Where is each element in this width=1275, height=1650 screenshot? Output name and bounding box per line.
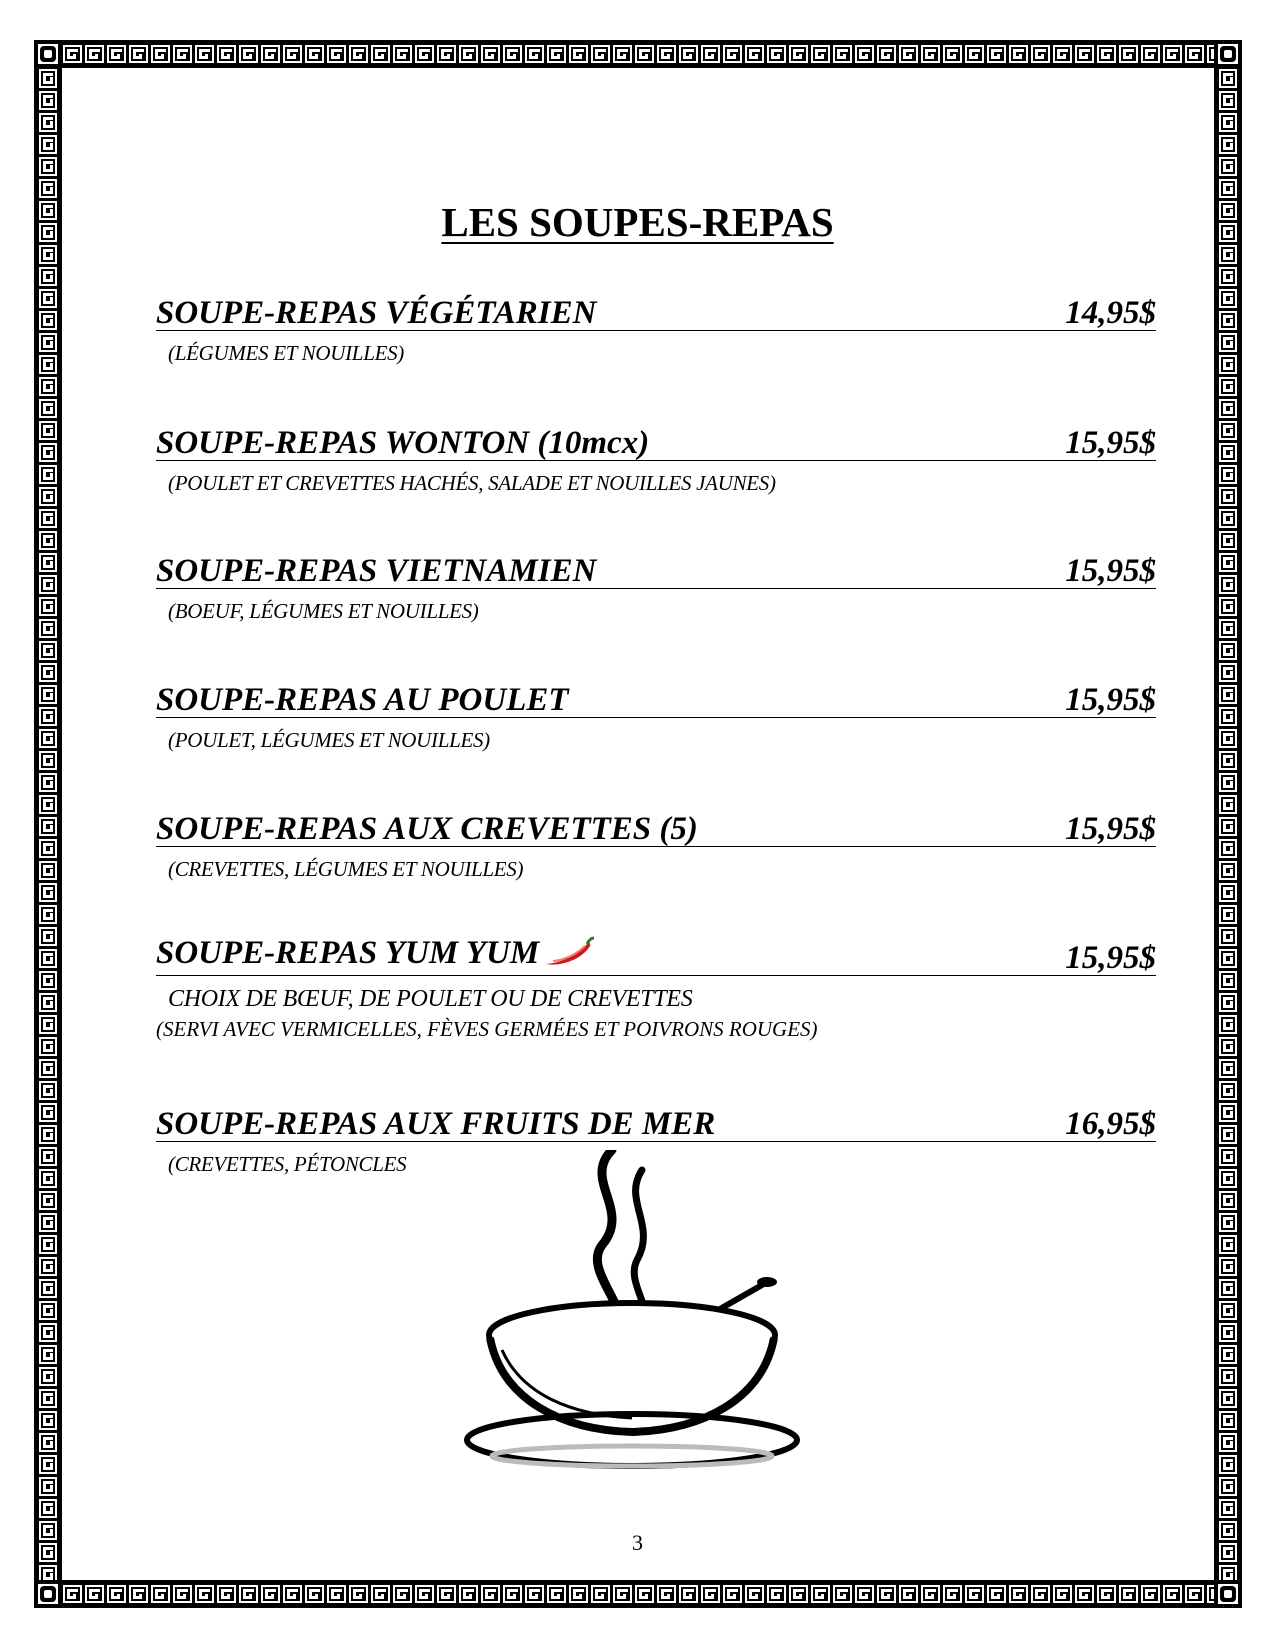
corner-ornament-icon (1218, 44, 1238, 64)
menu-item-description-detail: (SERVI AVEC VERMICELLES, FÈVES GERMÉES ET POIVRONS ROUGES) (156, 1017, 818, 1041)
menu-item-name: SOUPE-REPAS AUX FRUITS DE MER (156, 1106, 716, 1142)
menu-item-line (156, 677, 1156, 718)
border-right (1218, 68, 1238, 1580)
menu-item-price: 15,95$ (1065, 811, 1156, 847)
menu-item-line (156, 935, 1156, 976)
menu-item (156, 548, 1156, 624)
border-bottom (62, 1584, 1214, 1604)
menu-item-name (156, 934, 595, 977)
menu-item (156, 806, 1156, 882)
menu-item-description: (LÉGUMES ET NOUILLES) (168, 341, 404, 365)
menu-item-price: 15,95$ (1065, 682, 1156, 718)
menu-item-name: SOUPE-REPAS VÉGÉTARIEN (156, 295, 597, 331)
menu-item-name: SOUPE-REPAS WONTON (10mcx) (156, 425, 650, 461)
page-title: LES SOUPES-REPAS (441, 199, 834, 245)
soup-bowl-illustration (462, 1150, 812, 1470)
menu-item (156, 935, 1156, 1042)
menu-item-line (156, 290, 1156, 331)
menu-item-price: 15,95$ (1065, 940, 1156, 976)
menu-item-line (156, 548, 1156, 589)
menu-item-description: (POULET ET CREVETTES HACHÉS, SALADE ET NOUILLES JAUNES) (168, 471, 776, 495)
menu-item-name-text: SOUPE-REPAS YUM YUM (156, 935, 540, 972)
menu-item-price: 15,95$ (1065, 425, 1156, 461)
corner-ornament-icon (38, 1584, 58, 1604)
corner-ornament-icon (38, 44, 58, 64)
menu-item-price: 16,95$ (1065, 1106, 1156, 1142)
menu-item (156, 420, 1156, 496)
menu-item-price: 15,95$ (1065, 553, 1156, 589)
menu-item-line (156, 806, 1156, 847)
chili-pepper-icon (543, 934, 595, 977)
menu-item-price: 14,95$ (1065, 295, 1156, 331)
menu-item-name: SOUPE-REPAS AU POULET (156, 682, 569, 718)
menu-item-name: SOUPE-REPAS VIETNAMIEN (156, 553, 597, 589)
page-number: 3 (632, 1530, 643, 1555)
menu-item-description: (CREVETTES, LÉGUMES ET NOUILLES) (168, 857, 524, 881)
menu-item (156, 677, 1156, 753)
menu-item (156, 290, 1156, 366)
border-top (62, 44, 1214, 64)
menu-item-line (156, 1101, 1156, 1142)
border-left (38, 68, 58, 1580)
menu-item-description: CHOIX DE BŒUF, DE POULET OU DE CREVETTES (168, 986, 693, 1012)
menu-item-line (156, 420, 1156, 461)
menu-item-name: SOUPE-REPAS AUX CREVETTES (5) (156, 811, 698, 847)
menu-item-description: (POULET, LÉGUMES ET NOUILLES) (168, 728, 490, 752)
menu-item-description: (CREVETTES, PÉTONCLES (168, 1152, 407, 1176)
corner-ornament-icon (1218, 1584, 1238, 1604)
menu-item-description: (BOEUF, LÉGUMES ET NOUILLES) (168, 599, 479, 623)
